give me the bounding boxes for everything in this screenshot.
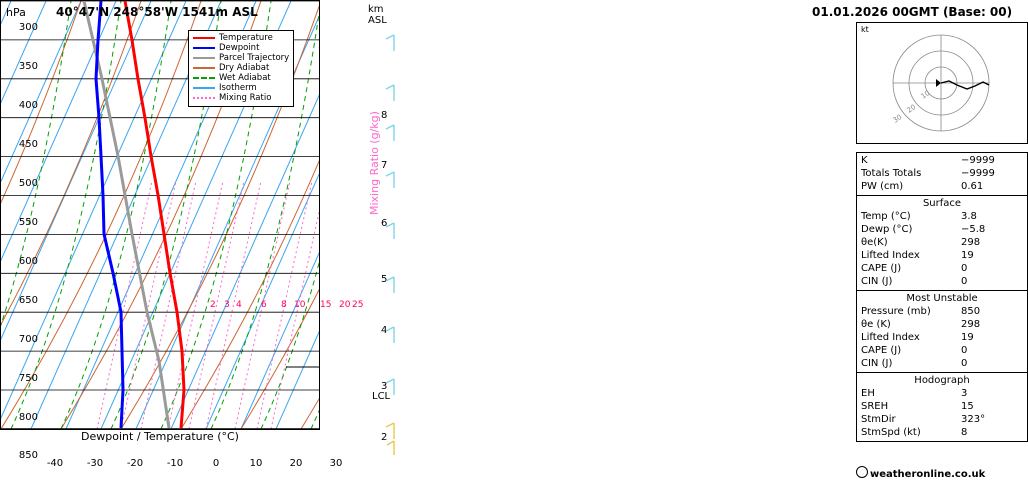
pressure-tick-600: 600 — [18, 256, 38, 267]
row-value: 0 — [961, 263, 968, 274]
height-tick-4: 4 — [381, 325, 388, 336]
table-row — [857, 236, 1027, 249]
row-key: Lifted Index — [861, 332, 920, 343]
row-key: CAPE (J) — [861, 263, 902, 274]
wind-barb-column — [386, 27, 402, 457]
temp-tick-20: 20 — [289, 458, 303, 469]
temp-tick--20: -20 — [126, 458, 144, 469]
row-value: −9999 — [961, 168, 995, 179]
legend-label-isotherm: Isotherm — [219, 83, 257, 93]
legend-item-mixing-ratio — [193, 93, 289, 103]
hodograph-unit-label: kt — [861, 25, 869, 34]
row-value: 850 — [961, 306, 981, 317]
table-row — [857, 180, 1027, 193]
legend-label-parcel: Parcel Trajectory — [219, 53, 290, 63]
row-value: 298 — [961, 237, 981, 248]
pressure-tick-650: 650 — [18, 295, 38, 306]
svg-text:10: 10 — [919, 88, 932, 101]
table-row — [857, 331, 1027, 344]
mixing-label-8: 8 — [281, 300, 287, 310]
table-row — [857, 305, 1027, 318]
svg-text:20: 20 — [905, 102, 918, 115]
row-value: 0 — [961, 358, 968, 369]
temp-tick-0: 0 — [212, 458, 220, 469]
row-value: 3.8 — [961, 211, 977, 222]
temp-tick--40: -40 — [46, 458, 64, 469]
pressure-tick-700: 700 — [18, 334, 38, 345]
most-unstable-heading: Most Unstable — [906, 293, 978, 304]
row-value: 298 — [961, 319, 981, 330]
indices-section — [857, 153, 1027, 196]
legend-swatch-dry-adiabat — [193, 67, 215, 69]
hodograph-stats-section — [857, 373, 1027, 441]
legend — [188, 30, 294, 107]
row-value: 0 — [961, 276, 968, 287]
row-value: −9999 — [961, 155, 995, 166]
legend-swatch-wet-adiabat — [193, 77, 215, 79]
row-value: −5.8 — [961, 224, 986, 235]
row-value: 15 — [961, 401, 974, 412]
height-tick-3: 3 — [381, 381, 388, 392]
surface-heading: Surface — [922, 198, 962, 209]
legend-item-wet-adiabat — [193, 73, 289, 83]
temp-tick--10: -10 — [166, 458, 184, 469]
legend-item-temperature — [193, 33, 289, 43]
legend-label-temperature: Temperature — [219, 33, 273, 43]
pressure-tick-350: 350 — [18, 61, 38, 72]
row-key: SREH — [861, 401, 889, 412]
row-key: StmSpd (kt) — [861, 427, 921, 438]
row-key: θe(K) — [861, 237, 888, 248]
height-tick-5: 5 — [381, 274, 388, 285]
legend-swatch-parcel — [193, 57, 215, 59]
lcl-label: LCL — [372, 391, 391, 402]
page-title: 40°47'N 248°58'W 1541m ASL — [56, 5, 258, 19]
copyright-icon — [856, 466, 868, 478]
credit-text — [856, 466, 985, 480]
table-row — [857, 249, 1027, 262]
legend-item-dry-adiabat — [193, 63, 289, 73]
row-key: StmDir — [861, 414, 896, 425]
height-tick-2: 2 — [381, 432, 388, 443]
row-key: CAPE (J) — [861, 345, 902, 356]
pressure-tick-800: 800 — [18, 412, 38, 423]
table-row — [857, 167, 1027, 180]
legend-item-dewpoint — [193, 43, 289, 53]
table-row — [857, 318, 1027, 331]
mixing-label-3: 3 — [224, 300, 230, 310]
pressure-tick-550: 550 — [18, 217, 38, 228]
table-row — [857, 400, 1027, 413]
forecast-datetime: 01.01.2026 00GMT (Base: 00) — [812, 5, 1013, 19]
pressure-tick-450: 450 — [18, 139, 38, 150]
svg-text:30: 30 — [891, 112, 904, 125]
mixing-ratio-axis-label: Mixing Ratio (g/kg) — [368, 111, 381, 215]
skewt-panel — [0, 0, 400, 486]
legend-label-dry-adiabat: Dry Adiabat — [219, 63, 270, 73]
legend-label-mixing-ratio: Mixing Ratio — [219, 93, 272, 103]
credit-label: weatheronline.co.uk — [870, 469, 986, 480]
row-key: EH — [861, 388, 875, 399]
table-row — [857, 426, 1027, 439]
row-value: 19 — [961, 332, 974, 343]
row-value: 3 — [961, 388, 968, 399]
mixing-label-15: 15 — [320, 300, 332, 310]
row-key: Temp (°C) — [861, 211, 911, 222]
pressure-tick-500: 500 — [18, 178, 38, 189]
pressure-axis-label: hPa — [6, 6, 26, 19]
pressure-tick-850: 850 — [18, 450, 38, 461]
table-row — [857, 262, 1027, 275]
legend-swatch-temperature — [193, 37, 215, 39]
x-axis-title: Dewpoint / Temperature (°C) — [81, 430, 239, 443]
mixing-label-20: 20 — [339, 300, 351, 310]
most-unstable-section — [857, 291, 1027, 373]
table-row — [857, 154, 1027, 167]
temp-tick-10: 10 — [249, 458, 263, 469]
legend-label-dewpoint: Dewpoint — [219, 43, 260, 53]
row-key: Totals Totals — [861, 168, 922, 179]
info-panel — [404, 0, 1013, 486]
row-key: CIN (J) — [861, 276, 893, 287]
table-row — [857, 275, 1027, 288]
mixing-label-4: 4 — [236, 300, 242, 310]
row-key: Lifted Index — [861, 250, 920, 261]
mixing-label-2: 2 — [210, 300, 216, 310]
mixing-label-10: 10 — [294, 300, 306, 310]
pressure-tick-400: 400 — [18, 100, 38, 111]
row-value: 0 — [961, 345, 968, 356]
row-value: 0.61 — [961, 181, 984, 192]
height-axis-unit: km — [368, 4, 384, 15]
pressure-tick-300: 300 — [18, 22, 38, 33]
height-axis-label — [368, 4, 387, 26]
row-value: 323° — [961, 414, 986, 425]
row-key: PW (cm) — [861, 181, 904, 192]
row-key: K — [861, 155, 868, 166]
table-row — [857, 357, 1027, 370]
surface-section — [857, 196, 1027, 291]
row-value: 19 — [961, 250, 974, 261]
temp-tick--30: -30 — [86, 458, 104, 469]
table-row — [857, 344, 1027, 357]
row-key: CIN (J) — [861, 358, 893, 369]
temp-tick-30: 30 — [329, 458, 343, 469]
legend-swatch-mixing-ratio — [193, 97, 215, 99]
row-value: 8 — [961, 427, 968, 438]
height-tick-7: 7 — [381, 160, 388, 171]
legend-label-wet-adiabat: Wet Adiabat — [219, 73, 271, 83]
mixing-label-6: 6 — [261, 300, 267, 310]
height-tick-6: 6 — [381, 218, 388, 229]
height-axis-ref: ASL — [368, 15, 387, 26]
legend-swatch-dewpoint — [193, 47, 215, 49]
pressure-tick-750: 750 — [18, 373, 38, 384]
row-key: θe (K) — [861, 319, 891, 330]
mixing-label-25: 25 — [352, 300, 364, 310]
hodograph — [856, 22, 1028, 144]
legend-item-isotherm — [193, 83, 289, 93]
legend-item-parcel — [193, 53, 289, 63]
table-row — [857, 413, 1027, 426]
legend-swatch-isotherm — [193, 87, 215, 89]
table-row — [857, 387, 1027, 400]
indices-table — [856, 152, 1028, 442]
hodograph-stats-heading: Hodograph — [914, 375, 970, 386]
table-row — [857, 210, 1027, 223]
height-tick-8: 8 — [381, 110, 388, 121]
table-row — [857, 223, 1027, 236]
row-key: Dewp (°C) — [861, 224, 913, 235]
row-key: Pressure (mb) — [861, 306, 931, 317]
